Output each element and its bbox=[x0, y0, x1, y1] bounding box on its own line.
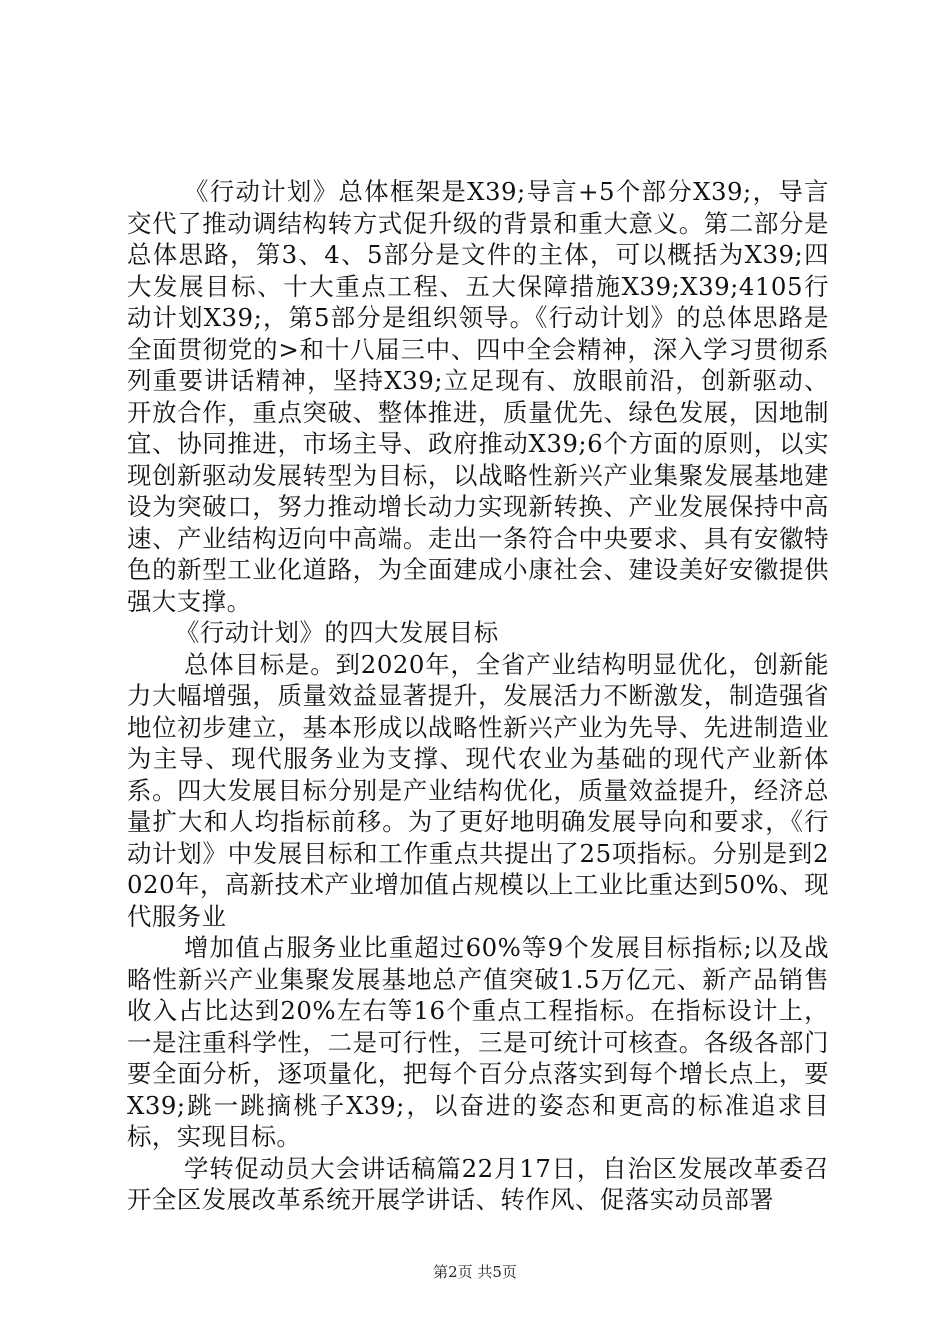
paragraph-overall-goal: 总体目标是。到2020年，全省产业结构明显优化，创新能力大幅增强，质量效益显著提升，发展活力不断激发，制造强省地位初步建立，基本形成以战略性新兴产业为先导、先进制造业为主导、现代服务业为支撑、现代农业为基础的现代产业新体系。四大发展目标分别是产业结构优化，质量效益提升，经济总量扩大和人均指标前移。为了更好地明确发展导向和要求，《行动计划》中发展目标和工作重点共提出了25项指标。分别是到2020年，高新技术产业增加值占规模以上工业比重达到50%、现代服务业 bbox=[127, 649, 829, 931]
paragraph-indicators: 增加值占服务业比重超过60%等9个发展目标指标;以及战略性新兴产业集聚发展基地总产值突破1.5万亿元、新产品销售收入占比达到20%左右等16个重点工程指标。在指标设计上，一是注重科学性，二是可行性，三是可统计可核查。各级各部门要全面分析，逐项量化，把每个百分点落实到每个增长点上，要X39;跳一跳摘桃子X39;，以奋进的姿态和更高的标准追求目标，实现目标。 bbox=[127, 933, 829, 1151]
section-heading-goals: 《行动计划》的四大发展目标 bbox=[175, 618, 499, 647]
body-text bbox=[127, 176, 829, 1216]
paragraph-speech-intro: 学转促动员大会讲话稿篇22月17日，自治区发展改革委召开全区发展改革系统开展学讲话、转作风、促落实动员部署 bbox=[127, 1153, 829, 1214]
page-number-footer: 第2页 共5页 bbox=[433, 1263, 517, 1281]
paragraph-framework: 《行动计划》总体框架是X39;导言+5个部分X39;，导言交代了推动调结构转方式促升级的背景和重大意义。第二部分是总体思路，第3、4、5部分是文件的主体，可以概括为X39;四大发展目标、十大重点工程、五大保障措施X39;X39;4105行动计划X39;，第5部分是组织领导。《行动计划》的总体思路是全面贯彻党的>和十八届三中、四中全会精神，深入学习贯彻系列重要讲话精神，坚持X39;立足现有、放眼前沿，创新驱动、开放合作，重点突破、整体推进，质量优先、绿色发展，因地制宜、协同推进，市场主导、政府推动X39;6个方面的原则，以实现创新驱动发展转型为目标，以战略性新兴产业集聚发展基地建设为突破口，努力推动增长动力实现新转换、产业发展保持中高速、产业结构迈向中高端。走出一条符合中央要求、具有安徽特色的新型工业化道路，为全面建成小康社会、建设美好安徽提供强大支撑。 bbox=[127, 177, 829, 616]
